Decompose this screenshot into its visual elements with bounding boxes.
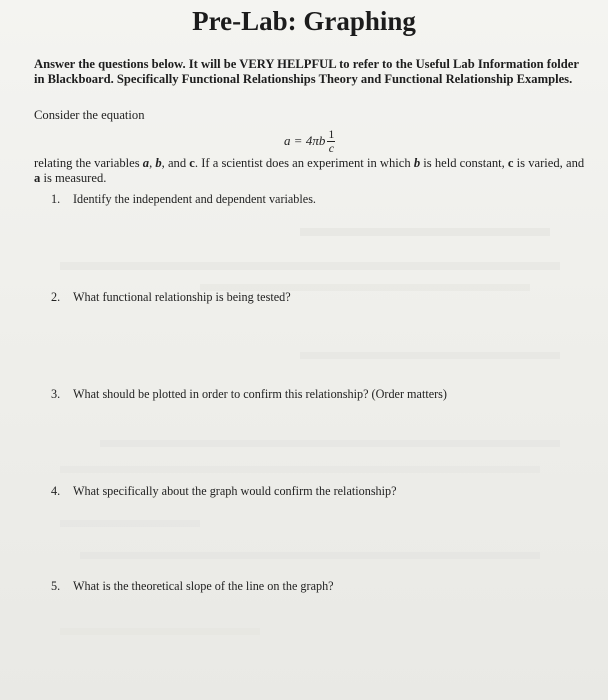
relating-run: is held constant,: [420, 156, 508, 170]
relating-run: b: [413, 156, 421, 170]
equation-fraction: [327, 128, 335, 155]
equation-equals: =: [294, 133, 302, 148]
relating-run: , and: [161, 156, 190, 170]
equation-coefficient: 4πb: [305, 133, 326, 148]
question-3: [51, 387, 447, 402]
equation-numerator: 1: [328, 126, 335, 141]
equation: [284, 124, 335, 158]
question-2: [51, 290, 291, 305]
question-number: 5.: [51, 579, 61, 593]
question-text: What functional relationship is being tested?: [73, 290, 291, 304]
question-number: 3.: [51, 387, 61, 401]
question-text: What should be plotted in order to confirm this relationship? (Order matters): [73, 387, 447, 401]
relating-run: ,: [149, 156, 156, 170]
instructions-paragraph: Answer the questions below. It will be VERY HELPFUL to refer to the Useful Lab Information folder in Blackboard. Specifically Functional Relationships Theory and Functional Relationship Examples.: [34, 57, 579, 86]
relating-run: a: [142, 156, 150, 170]
relating-run: c: [507, 156, 514, 170]
question-5: [51, 579, 334, 594]
question-number: 2.: [51, 290, 61, 304]
question-text: What is the theoretical slope of the line on the graph?: [73, 579, 334, 593]
page-title: Pre-Lab: Graphing: [192, 6, 416, 36]
question-text: Identify the independent and dependent variables.: [73, 192, 316, 206]
question-text: What specifically about the graph would confirm the relationship?: [73, 484, 397, 498]
relating-paragraph: [34, 156, 590, 186]
relating-run: is varied, and: [513, 156, 585, 170]
equation-lhs: a: [284, 133, 291, 148]
relating-run: c: [189, 156, 195, 170]
question-1: [51, 192, 316, 207]
relating-run: . If a scientist does an experiment in which: [194, 156, 414, 170]
relating-run: is measured.: [40, 171, 107, 185]
question-number: 1.: [51, 192, 61, 206]
relating-run: b: [155, 156, 162, 170]
consider-text: Consider the equation: [34, 108, 145, 122]
relating-run: a: [34, 171, 41, 185]
question-4: [51, 484, 397, 499]
equation-denominator: c: [328, 140, 335, 155]
question-number: 4.: [51, 484, 61, 498]
relating-run: relating the variables: [34, 156, 143, 170]
